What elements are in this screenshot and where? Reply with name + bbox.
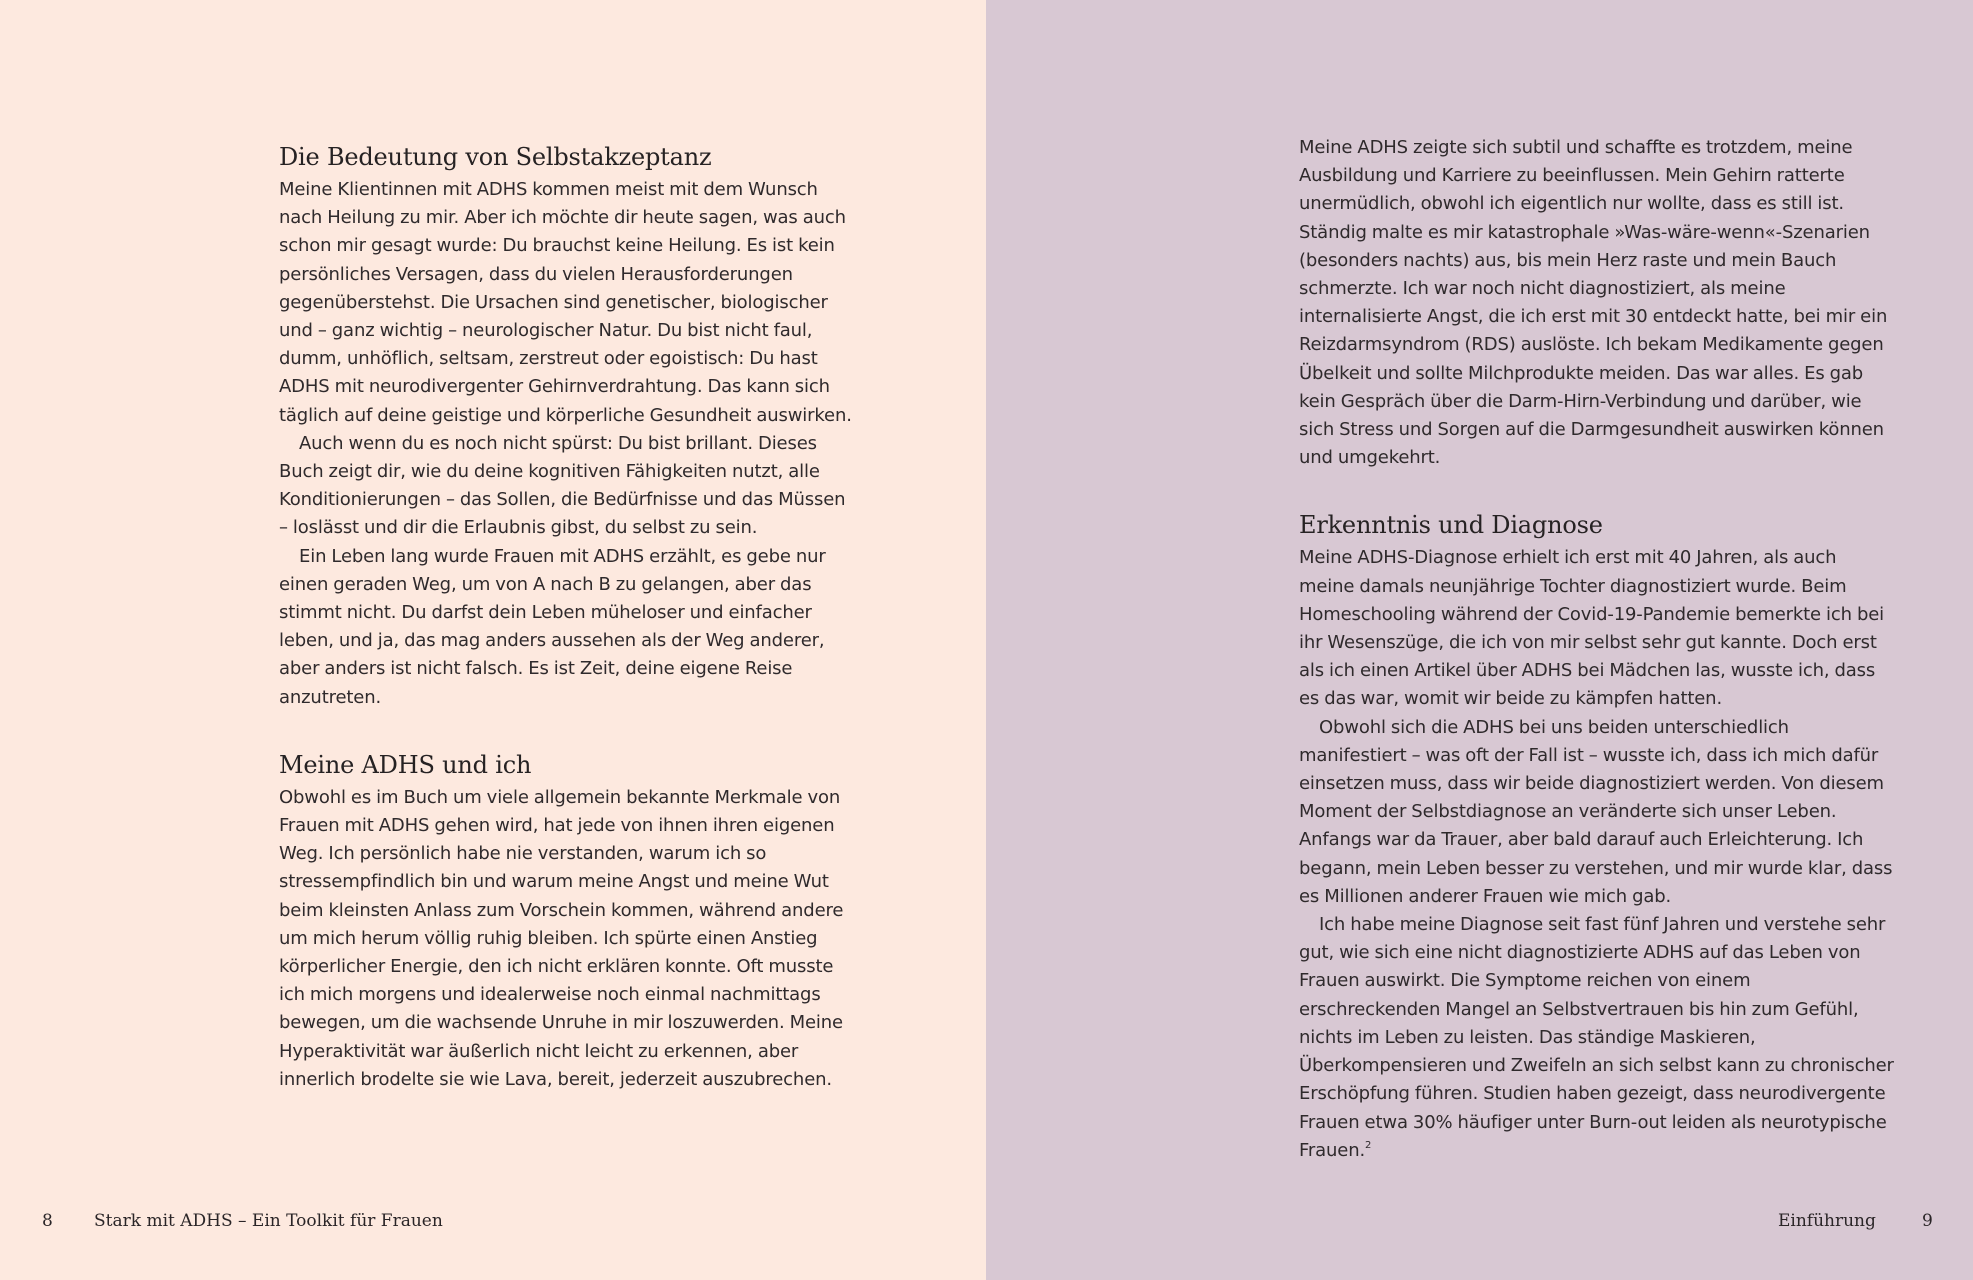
paragraph-text: Ich habe meine Diagnose seit fast fünf Jahren und verstehe sehr gut, wie sich eine nicht diagnostizierte ADHS auf das Leben von Frauen auswirkt. Die Symptome reichen von einem erschreckenden Mangel an Selbstvertrauen bis hin zum Gefühl, nichts im Leben zu leisten. Das ständige Maskieren, Überkompensieren und Zweifeln an sich selbst kann zu chronischer Erschöpfung führen. Studien haben gezeigt, dass neurodivergente Frauen etwa 30% häufiger unter Burn-out leiden als neurotypische Frauen.	[1299, 914, 1894, 1161]
paragraph: Meine ADHS-Diagnose erhielt ich erst mit 40 Jahren, als auch meine damals neunjährige Tochter diagnostiziert wurde. Beim Homeschooling während der Covid-19-Pandemie bemerkte ich bei ihr Wesenszüge, die ich von mir selbst sehr gut kannte. Doch erst als ich einen Artikel über ADHS bei Mädchen las, wusste ich, dass es das war, womit wir beide zu kämpfen hatten.	[1299, 547, 1885, 710]
right-page	[986, 0, 1973, 1280]
left-page	[0, 0, 986, 1280]
running-title: Stark mit ADHS – Ein Toolkit für Frauen	[94, 1211, 443, 1231]
right-text-column	[1299, 134, 1894, 1165]
paragraph: Meine ADHS zeigte sich subtil und schaffte es trotzdem, meine Ausbildung und Karriere zu beeinflussen. Mein Gehirn ratterte unermüdlich, obwohl ich eigentlich nur wollte, dass es still ist. Ständig malte es mir katastrophale »Was-wäre-wenn«-Szenarien (besonders nachts) aus, bis mein Herz raste und mein Bauch schmerzte. Ich war noch nicht diagnostiziert, als meine internalisierte Angst, die ich erst mit 30 entdeckt hatte, bei mir ein Reizdarmsyndrom (RDS) auslöste. Ich bekam Medikamente gegen Übelkeit und sollte Milchprodukte meiden. Das war alles. Es gab kein Gespräch über die Darm-Hirn-Verbindung und darüber, wie sich Stress und Sorgen auf die Darmgesundheit auswirken können und umgekehrt.	[1299, 137, 1888, 469]
paragraph: Meine Klientinnen mit ADHS kommen meist mit dem Wunsch nach Heilung zu mir. Aber ich möchte dir heute sagen, was auch schon mir gesagt wurde: Du brauchst keine Heilung. Es ist kein persönliches Versagen, dass du vielen Herausforderungen gegenüberstehst. Die Ursachen sind genetischer, biologischer und – ganz wichtig – neurologischer Natur. Du bist nicht faul, dumm, unhöflich, seltsam, zerstreut oder egoistisch: Du hast ADHS mit neurodivergenter Gehirnverdrahtung. Das kann sich täglich auf deine geistige und körperliche Gesundheit auswirken.	[279, 179, 852, 426]
paragraph: Ein Leben lang wurde Frauen mit ADHS erzählt, es gebe nur einen geraden Weg, um von A nach B zu gelangen, aber das stimmt nicht. Du darfst dein Leben müheloser und einfacher leben, und ja, das mag anders aussehen als der Weg anderer, aber anders ist nicht falsch. Es ist Zeit, deine eigene Reise anzutreten.	[279, 545, 826, 708]
heading-erkenntnis-diagnose: Erkenntnis und Diagnose	[1299, 511, 1603, 540]
paragraph-with-footnote	[1299, 911, 1894, 1165]
footnote-marker: 2	[1365, 1139, 1372, 1151]
heading-meine-adhs: Meine ADHS und ich	[279, 750, 532, 779]
left-text-column	[279, 140, 859, 1094]
running-title: Einführung	[1778, 1211, 1876, 1231]
paragraph: Auch wenn du es noch nicht spürst: Du bist brillant. Dieses Buch zeigt dir, wie du deine kognitiven Fähigkeiten nutzt, alle Konditionierungen – das Sollen, die Bedürfnisse und das Müssen – loslässt und dir die Erlaubnis gibst, du selbst zu sein.	[279, 432, 846, 539]
paragraph: Obwohl es im Buch um viele allgemein bekannte Merkmale von Frauen mit ADHS gehen wird, hat jede von ihnen ihren eigenen Weg. Ich persönlich habe nie verstanden, warum ich so stressempfindlich bin und warum meine Angst und meine Wut beim kleinsten Anlass zum Vorschein kommen, während andere um mich herum völlig ruhig bleiben. Ich spürte einen Anstieg körperlicher Energie, den ich nicht erklären konnte. Oft musste ich mich morgens und idealerweise noch einmal nachmittags bewegen, um die wachsende Unruhe in mir loszuwerden. Meine Hyperaktivität war äußerlich nicht leicht zu erkennen, aber innerlich brodelte sie wie Lava, bereit, jederzeit auszubrechen.	[279, 786, 844, 1090]
paragraph: Obwohl sich die ADHS bei uns beiden unterschiedlich manifestiert – was oft der Fall ist – wusste ich, dass ich mich dafür einsetzen muss, dass wir beide diagnostiziert werden. Von diesem Moment der Selbstdiagnose an veränderte sich unser Leben. Anfangs war da Trauer, aber bald darauf auch Erleichterung. Ich begann, mein Leben besser zu verstehen, und mir wurde klar, dass es Millionen anderer Frauen wie mich gab.	[1299, 716, 1893, 907]
page-number: 8	[42, 1211, 53, 1231]
heading-selbstakzeptanz: Die Bedeutung von Selbstakzeptanz	[279, 143, 712, 171]
page-number: 9	[1922, 1211, 1933, 1231]
